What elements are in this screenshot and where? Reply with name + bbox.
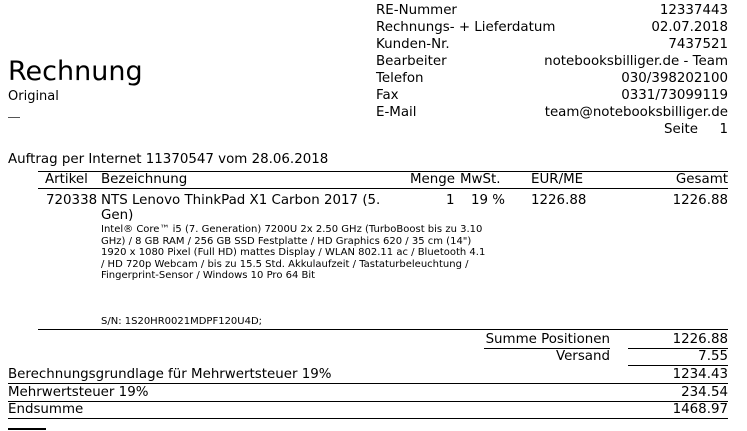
- item-unit-price: 1226.88: [531, 193, 587, 208]
- meta-label: Fax: [376, 88, 399, 103]
- meta-row-phone: [376, 70, 728, 87]
- grand-total-value: 1468.97: [672, 402, 728, 417]
- meta-row-agent: [376, 53, 728, 70]
- meta-label: RE-Nummer: [376, 3, 457, 18]
- meta-value: 12337443: [659, 3, 728, 18]
- meta-label: Rechnungs- + Lieferdatum: [376, 20, 556, 35]
- meta-label: Kunden-Nr.: [376, 37, 450, 52]
- meta-label: E-Mail: [376, 105, 417, 120]
- item-details: Intel® Core™ i5 (7. Generation) 7200U 2x 2.50 GHz (TurboBoost bis zu 3.10 GHz) / 8 GB RAM / 256 GB SSD Festplatte / HD Graphics 620 / 35 cm (14") 1920 x 1080 Pixel (Full HD) mattes Display / WLAN 802.11 ac / Bluetooth 4.1 / HD 720p Webcam / bis zu 15.5 Std. Akkulaufzeit / Tastaturbeleuchtung / Fingerprint-Sensor / Windows 10 Pro 64 Bit: [101, 224, 486, 281]
- vat-label: Mehrwertsteuer 19%: [8, 385, 149, 400]
- meta-value: 02.07.2018: [651, 20, 728, 35]
- meta-value: 7437521: [668, 37, 728, 52]
- shipping-rule: [628, 365, 728, 366]
- item-description-line1: NTS Lenovo ThinkPad X1 Carbon 2017 (5.: [101, 193, 381, 208]
- item-serial-number: S/N: 1S20HR0021MDPF120U4D;: [101, 316, 263, 327]
- meta-row-customer-number: [376, 36, 728, 53]
- meta-value: notebooksbilliger.de - Team: [544, 54, 728, 69]
- page-indicator: [376, 121, 728, 138]
- tax-base-value: 1234.43: [672, 367, 728, 382]
- meta-row-email: [376, 104, 728, 121]
- tax-base-label: Berechnungsgrundlage für Mehrwertsteuer 19%: [8, 367, 332, 382]
- vat-rule: [8, 401, 728, 402]
- column-header-bezeichnung: Bezeichnung: [101, 172, 188, 187]
- item-description-line2: Gen): [101, 208, 134, 223]
- column-header-eur-me: EUR/ME: [531, 172, 584, 187]
- shipping-value: 7.55: [698, 349, 728, 364]
- column-header-gesamt: Gesamt: [675, 172, 728, 187]
- table-bottom-rule: [38, 329, 728, 330]
- table-header-rule: [38, 188, 728, 189]
- tax-base-rule: [8, 383, 728, 384]
- column-header-mwst: MwSt.: [460, 172, 501, 187]
- meta-value: 0331/73099119: [621, 88, 728, 103]
- meta-row-invoice-number: [376, 2, 728, 19]
- column-header-artikel: Artikel: [45, 172, 88, 187]
- meta-label: Telefon: [376, 71, 424, 86]
- vat-value: 234.54: [681, 385, 728, 400]
- page-number: 1: [719, 122, 728, 137]
- item-quantity: 1: [446, 193, 455, 208]
- document-title: Rechnung: [8, 56, 143, 87]
- meta-row-date: [376, 19, 728, 36]
- footer-mark: [8, 428, 46, 430]
- grand-total-rule: [8, 418, 728, 419]
- shipping-label: Versand: [555, 349, 610, 364]
- subtotal-label: Summe Positionen: [485, 332, 610, 347]
- meta-value: team@notebooksbilliger.de: [544, 105, 728, 120]
- page-label: Seite: [664, 122, 698, 137]
- subtotal-value: 1226.88: [672, 332, 728, 347]
- meta-value: 030/398202100: [621, 71, 728, 86]
- item-vat: 19 %: [471, 193, 506, 208]
- grand-total-label: Endsumme: [8, 402, 84, 417]
- meta-row-fax: [376, 87, 728, 104]
- invoice-meta: [376, 2, 728, 138]
- order-reference: Auftrag per Internet 11370547 vom 28.06.2018: [8, 152, 329, 167]
- document-subtitle: Original: [8, 89, 59, 104]
- item-article-number: 720338: [46, 193, 98, 208]
- meta-label: Bearbeiter: [376, 54, 447, 69]
- divider: [8, 117, 20, 118]
- item-total: 1226.88: [672, 193, 728, 208]
- column-header-menge: Menge: [410, 172, 456, 187]
